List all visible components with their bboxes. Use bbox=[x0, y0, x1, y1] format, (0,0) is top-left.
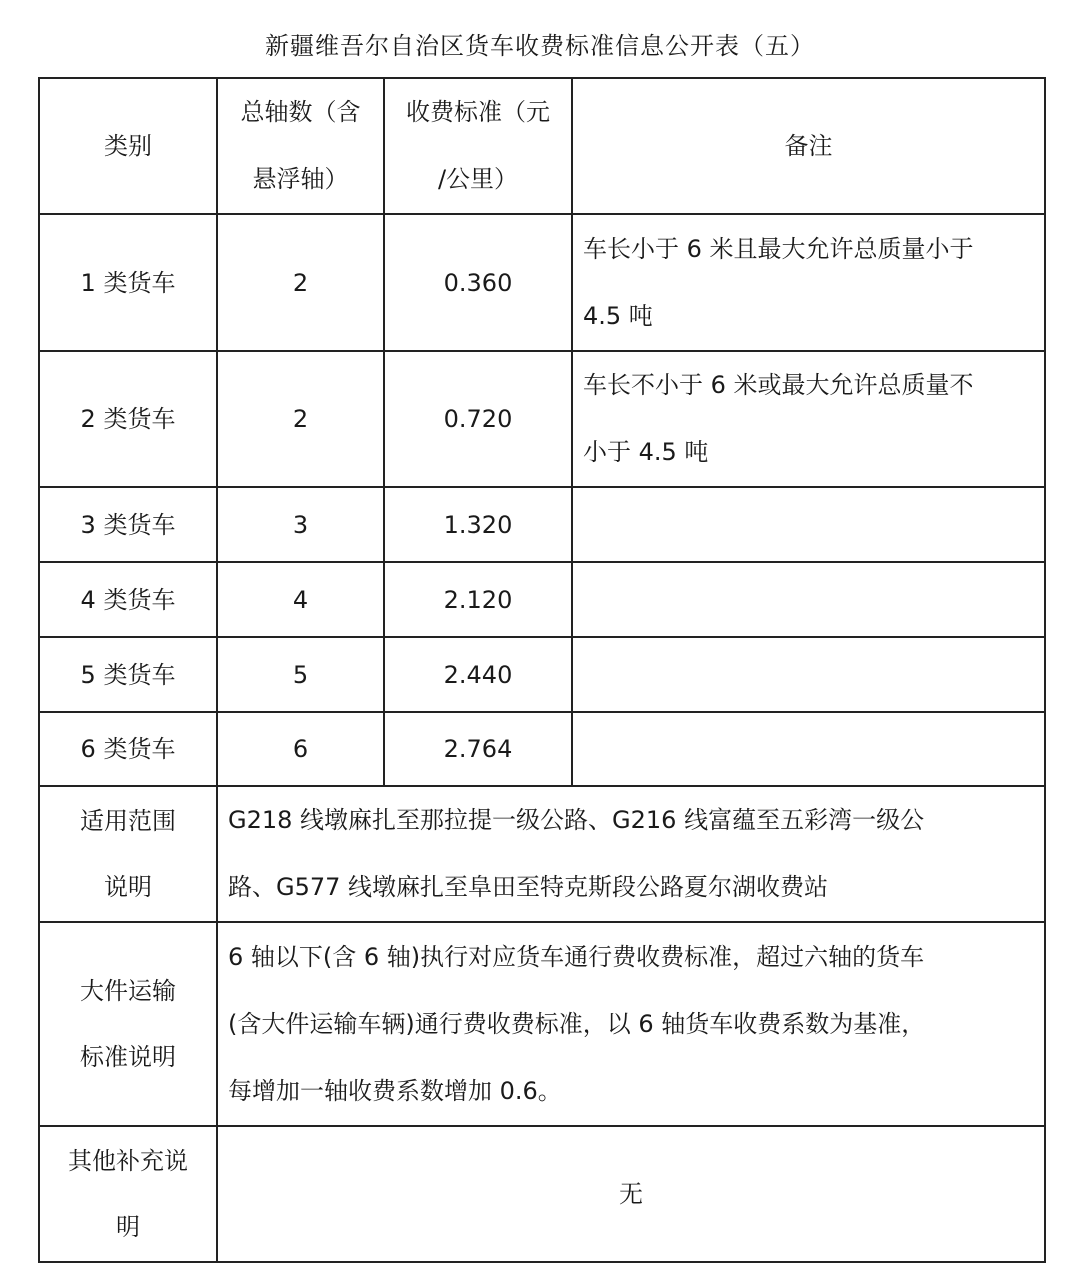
oversize-text bbox=[217, 922, 1045, 1126]
row-category: 3 类货车 bbox=[39, 487, 217, 562]
row-rate: 0.720 bbox=[384, 351, 572, 487]
row-category: 5 类货车 bbox=[39, 637, 217, 712]
row-remark bbox=[572, 712, 1045, 786]
scope-text-line1: G218 线墩麻扎至那拉提一级公路、G216 线富蕴至五彩湾一级公 bbox=[228, 806, 925, 834]
row-rate: 2.440 bbox=[384, 637, 572, 712]
row-remark bbox=[572, 214, 1045, 351]
row-remark-line1: 车长不小于 6 米或最大允许总质量不 bbox=[583, 371, 974, 399]
row-rate: 2.120 bbox=[384, 562, 572, 637]
header-axles bbox=[217, 78, 384, 214]
oversize-text-line2: (含大件运输车辆)通行费收费标准，以 6 轴货车收费系数为基准， bbox=[228, 1009, 926, 1038]
other-label-line1: 其他补充说 bbox=[68, 1147, 188, 1175]
row-axles: 6 bbox=[217, 712, 384, 786]
row-remark-line2: 小于 4.5 吨 bbox=[583, 438, 709, 466]
oversize-label bbox=[39, 922, 217, 1126]
oversize-text-line3: 每增加一轴收费系数增加 0.6。 bbox=[228, 1076, 562, 1105]
row-remark-line2: 4.5 吨 bbox=[583, 301, 653, 330]
table-row bbox=[39, 712, 1045, 786]
table-row bbox=[39, 214, 1045, 351]
row-category: 4 类货车 bbox=[39, 562, 217, 637]
header-axles-line1: 总轴数（含 bbox=[240, 98, 361, 126]
table-row bbox=[39, 637, 1045, 712]
row-axles: 4 bbox=[217, 562, 384, 637]
oversize-row bbox=[39, 922, 1045, 1126]
table-row bbox=[39, 562, 1045, 637]
scope-text bbox=[217, 786, 1045, 922]
scope-text-line2: 路、G577 线墩麻扎至阜田至特克斯段公路夏尔湖收费站 bbox=[228, 873, 829, 901]
other-label bbox=[39, 1126, 217, 1262]
oversize-label-line1: 大件运输 bbox=[80, 977, 176, 1005]
table-row bbox=[39, 351, 1045, 487]
row-category: 1 类货车 bbox=[39, 214, 217, 351]
row-rate: 0.360 bbox=[384, 214, 572, 351]
row-rate: 1.320 bbox=[384, 487, 572, 562]
row-remark bbox=[572, 487, 1045, 562]
row-remark bbox=[572, 637, 1045, 712]
scope-label-line2: 说明 bbox=[104, 873, 152, 901]
row-remark bbox=[572, 351, 1045, 487]
row-rate: 2.764 bbox=[384, 712, 572, 786]
row-axles: 3 bbox=[217, 487, 384, 562]
oversize-text-line1: 6 轴以下(含 6 轴)执行对应货车通行费收费标准，超过六轴的货车 bbox=[228, 942, 925, 971]
header-axles-line2: 悬浮轴） bbox=[252, 165, 349, 193]
header-remarks: 备注 bbox=[572, 78, 1045, 214]
row-category: 2 类货车 bbox=[39, 351, 217, 487]
row-axles: 5 bbox=[217, 637, 384, 712]
row-axles: 2 bbox=[217, 214, 384, 351]
page-title: 新疆维吾尔自治区货车收费标准信息公开表（五） bbox=[265, 32, 815, 60]
row-remark-line1: 车长小于 6 米且最大允许总质量小于 bbox=[583, 234, 974, 263]
row-remark bbox=[572, 562, 1045, 637]
row-axles: 2 bbox=[217, 351, 384, 487]
row-category: 6 类货车 bbox=[39, 712, 217, 786]
header-rate-line1: 收费标准（元 bbox=[406, 98, 550, 126]
other-row bbox=[39, 1126, 1045, 1262]
scope-label-line1: 适用范围 bbox=[80, 807, 176, 835]
header-category: 类别 bbox=[39, 78, 217, 214]
other-value: 无 bbox=[217, 1126, 1045, 1262]
oversize-label-line2: 标准说明 bbox=[80, 1043, 176, 1071]
scope-label bbox=[39, 786, 217, 922]
header-rate-line2: /公里） bbox=[437, 165, 519, 193]
header-row bbox=[39, 78, 1045, 214]
header-rate bbox=[384, 78, 572, 214]
table-row bbox=[39, 487, 1045, 562]
other-label-line2: 明 bbox=[116, 1213, 140, 1241]
scope-row bbox=[39, 786, 1045, 922]
toll-table bbox=[38, 77, 1046, 1263]
